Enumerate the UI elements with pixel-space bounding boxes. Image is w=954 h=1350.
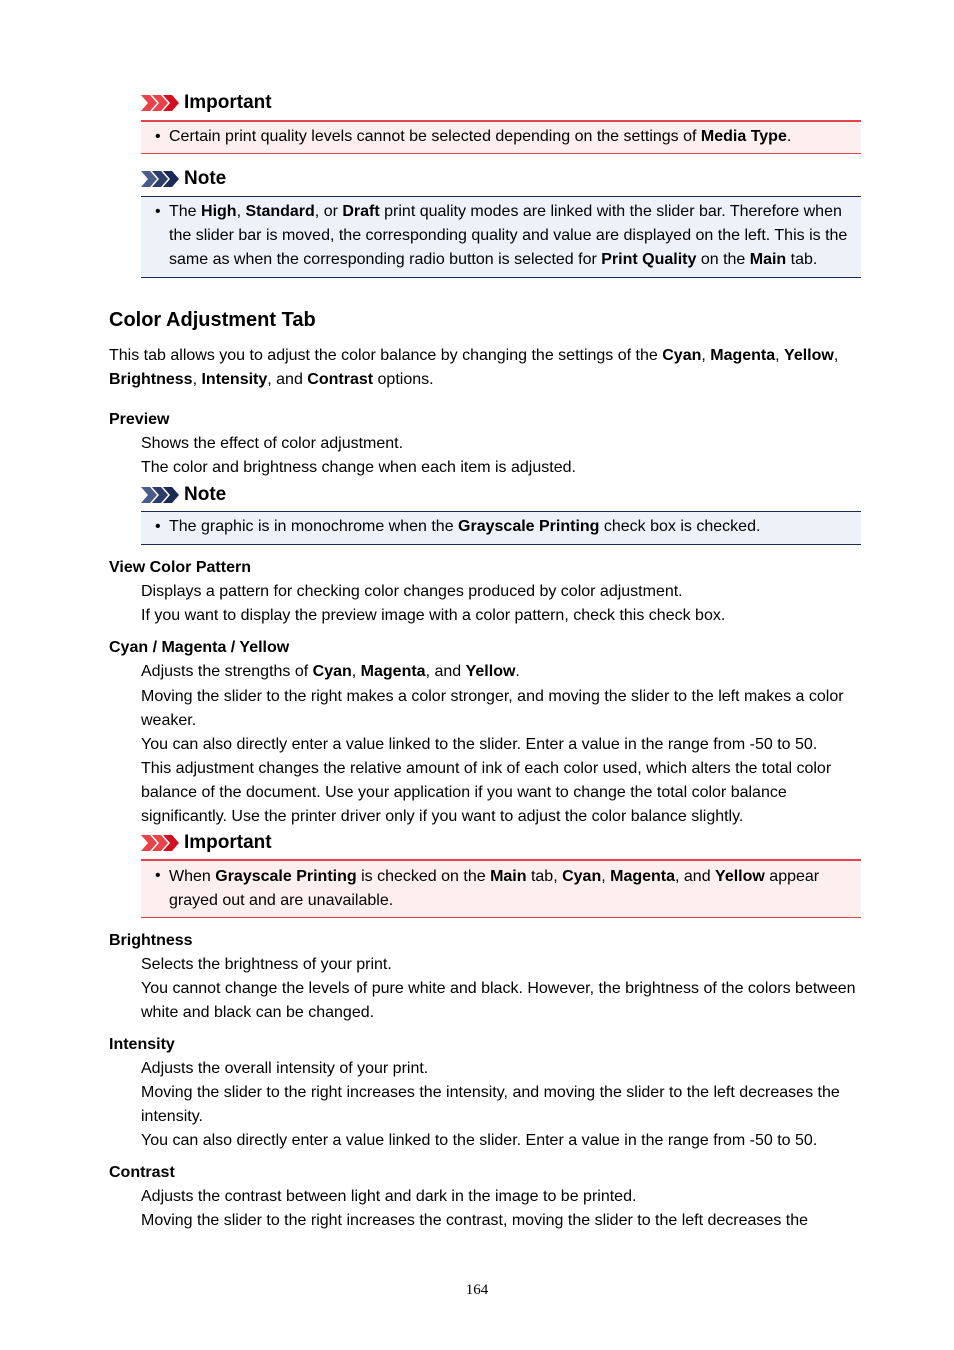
term-view-color-pattern: View Color Pattern [109,559,251,576]
bullet: • [155,128,161,145]
contrast-line-1: Adjusts the contrast between light and dark in the image to be printed. [141,1188,637,1205]
note-line-2: the slider bar is moved, the corresponding quality and value are displayed on the left. This is the [169,227,848,244]
page-number: 164 [465,1282,489,1298]
important-title: Important [184,92,272,113]
important-title: Important [184,832,272,853]
note-chevrons-icon [141,487,181,503]
term-preview: Preview [109,411,170,428]
important-chevrons-icon [141,835,181,851]
bullet: • [155,518,161,535]
cmy-line-7: significantly. Use the printer driver only if you want to adjust the color balance slightly. [141,808,744,825]
important-line-1: When Grayscale Printing is checked on the Main tab, Cyan, Magenta, and Yellow appear [169,868,820,885]
important-box [141,120,861,154]
preview-line-2: The color and brightness change when each item is adjusted. [141,459,576,476]
intro-line-2: Brightness, Intensity, and Contrast options. [109,371,434,388]
intensity-line-1: Adjusts the overall intensity of your print. [141,1060,429,1077]
pattern-line-2: If you want to display the preview image with a color pattern, check this check box. [141,607,726,624]
note-title: Note [184,484,227,505]
note-box [141,196,861,278]
contrast-line-2: Moving the slider to the right increases the contrast, moving the slider to the left decreases the [141,1212,809,1229]
intro-line-1: This tab allows you to adjust the color balance by changing the settings of the Cyan, Magenta, Yellow, [109,347,839,364]
cmy-line-2: Moving the slider to the right makes a color stronger, and moving the slider to the left makes a color [141,688,844,705]
important-text: Certain print quality levels cannot be selected depending on the settings of Media Type. [169,128,792,145]
bullet: • [155,867,161,884]
important-header [141,92,272,114]
preview-line-1: Shows the effect of color adjustment. [141,435,404,452]
important-line-2: grayed out and are unavailable. [169,892,394,909]
important-header [141,832,272,854]
pattern-line-1: Displays a pattern for checking color changes produced by color adjustment. [141,583,683,600]
intensity-line-2: Moving the slider to the right increases the intensity, and moving the slider to the left decreases the [141,1084,840,1101]
note-line-3: same as when the corresponding radio button is selected for Print Quality on the Main tab. [169,251,818,268]
term-brightness: Brightness [109,932,193,949]
cmy-line-4: You can also directly enter a value linked to the slider. Enter a value in the range from -50 to 50. [141,736,818,753]
note-chevrons-icon [141,171,181,187]
important-box [141,859,861,918]
term-cmy: Cyan / Magenta / Yellow [109,639,290,656]
note-header [141,484,226,506]
brightness-line-3: white and black can be changed. [141,1004,375,1021]
cmy-line-5: This adjustment changes the relative amount of ink of each color used, which alters the total color [141,760,832,777]
note-line-1: The High, Standard, or Draft print quality modes are linked with the slider bar. Therefore when [169,203,842,220]
intensity-line-3: intensity. [141,1108,203,1125]
note-box [141,511,861,545]
term-contrast: Contrast [109,1164,175,1181]
note-text: The graphic is in monochrome when the Grayscale Printing check box is checked. [169,518,761,535]
cmy-line-1: Adjusts the strengths of Cyan, Magenta, and Yellow. [141,663,520,680]
intensity-line-4: You can also directly enter a value linked to the slider. Enter a value in the range from -50 to 50. [141,1132,818,1149]
bullet: • [155,203,161,220]
important-chevrons-icon [141,95,181,111]
note-header [141,168,226,190]
cmy-line-6: balance of the document. Use your application if you want to change the total color balance [141,784,787,801]
brightness-line-2: You cannot change the levels of pure white and black. However, the brightness of the colors between [141,980,856,997]
note-title: Note [184,168,227,189]
section-title: Color Adjustment Tab [109,309,316,331]
brightness-line-1: Selects the brightness of your print. [141,956,392,973]
term-intensity: Intensity [109,1036,175,1053]
cmy-line-3: weaker. [141,712,197,729]
